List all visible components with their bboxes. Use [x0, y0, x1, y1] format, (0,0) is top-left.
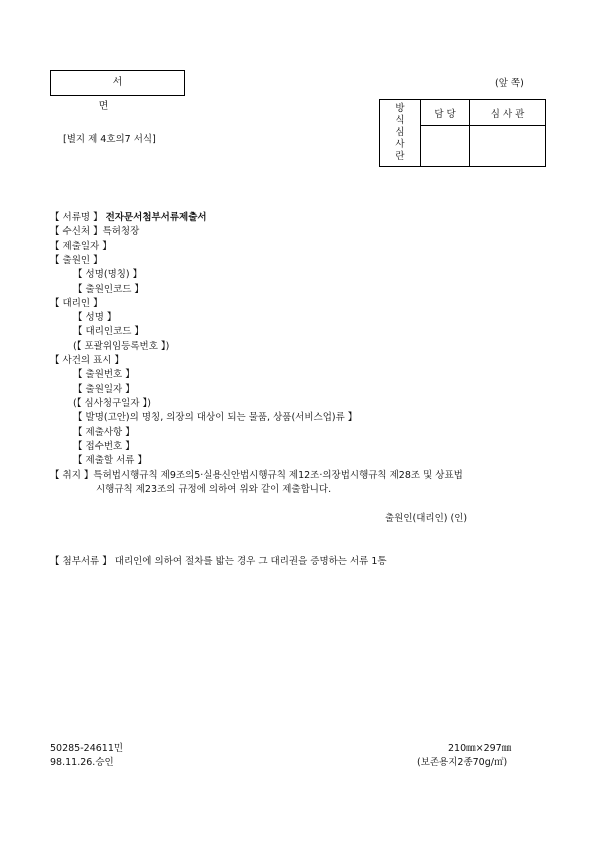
purpose-line-2: 시행규칙 제23조의 규정에 의하여 위와 같이 제출합니다. — [96, 484, 332, 495]
page-side-label: (앞 쪽) — [495, 78, 524, 89]
exam-box-examiner-cell — [470, 126, 546, 167]
attachment-line: 【 첨부서류 】 대리인에 의하여 절차를 밟는 경우 그 대리권을 증명하는 서류 1통 — [50, 556, 387, 567]
exam-box-vertical-label: 방 식 심 사 란 — [380, 100, 421, 167]
applicant-name-line: 【 성명(명칭) 】 — [73, 269, 143, 280]
case-app-date-line: 【 출원일자 】 — [73, 384, 135, 395]
applicant-code-line: 【 출원인코드 】 — [73, 284, 144, 295]
applicant-line: 【 출원인 】 — [50, 255, 103, 266]
purpose-line-1: 【 취지 】특허법시행규칙 제9조의5·실용신안법시행규칙 제12조·의장법시행규칙 제28조 및 상표법 — [50, 470, 463, 481]
doc-name-line: 【 서류명 】 전자문서첨부서류제출서 — [50, 212, 207, 223]
recipient-line: 【 수신처 】특허청장 — [50, 226, 140, 237]
case-line: 【 사건의 표시 】 — [50, 355, 124, 366]
case-receipt-line: 【 접수번호 】 — [73, 441, 135, 452]
agent-registration-line: (【 포괄위임등록번호 】) — [73, 341, 170, 352]
form-reference: [별지 제 4호의7 서식] — [63, 134, 156, 145]
case-app-no-line: 【 출원번호 】 — [73, 369, 135, 380]
document-title: 서 면 — [50, 70, 185, 96]
signature-line: 출원인(대리인) (인) — [385, 513, 468, 524]
footer-paper: (보존용지2종70g/㎡) — [417, 757, 508, 768]
agent-line: 【 대리인 】 — [50, 298, 103, 309]
case-exam-date-line: (【 심사청구일자 】) — [73, 398, 152, 409]
agent-name-line: 【 성명 】 — [73, 312, 117, 323]
case-procedure-line: 【 제출사항 】 — [73, 427, 135, 438]
case-docs-line: 【 제출할 서류 】 — [73, 455, 147, 466]
footer-size: 210㎜×297㎜ — [448, 743, 512, 754]
submit-date-line: 【 제출일자 】 — [50, 241, 112, 252]
case-invention-line: 【 발명(고안)의 명칭, 의장의 대상이 되는 물품, 상품(서비스업)류 】 — [73, 412, 358, 423]
footer-code-2: 98.11.26.승인 — [50, 757, 114, 768]
exam-box-staff-header: 담 당 — [421, 100, 470, 126]
exam-box-examiner-header: 심 사 관 — [470, 100, 546, 126]
exam-box-staff-cell — [421, 126, 470, 167]
examination-box — [379, 99, 546, 167]
agent-code-line: 【 대리인코드 】 — [73, 326, 144, 337]
footer-code-1: 50285-24611민 — [50, 743, 124, 754]
